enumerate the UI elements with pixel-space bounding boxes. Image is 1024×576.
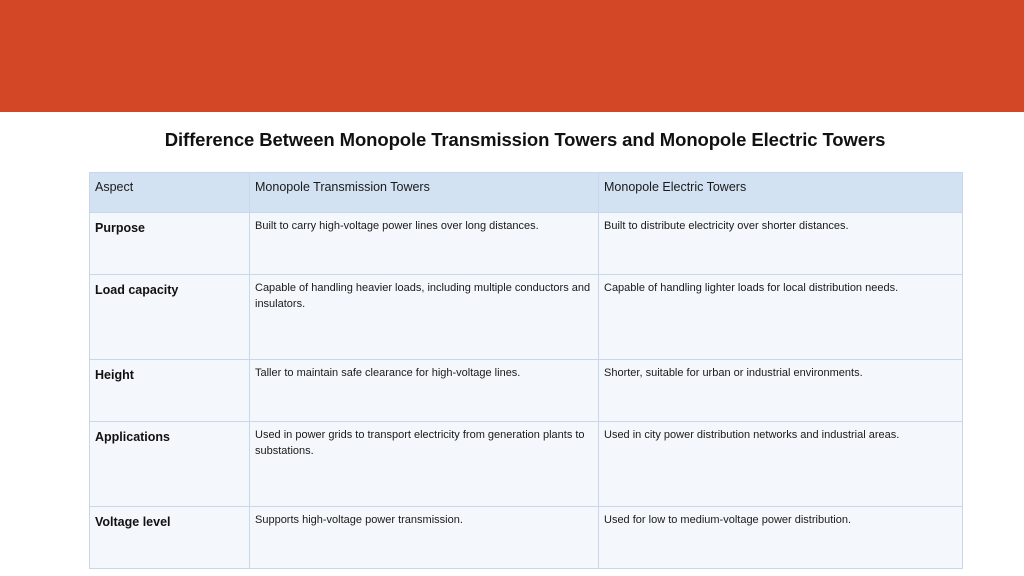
transmission-cell: Built to carry high-voltage power lines over long distances.	[250, 213, 599, 275]
table-row	[90, 422, 963, 507]
aspect-cell: Height	[90, 360, 250, 422]
aspect-cell: Purpose	[90, 213, 250, 275]
column-header-aspect: Aspect	[90, 173, 250, 213]
page-title: Difference Between Monopole Transmission Towers and Monopole Electric Towers	[164, 129, 886, 150]
table-row	[90, 275, 963, 360]
table-row	[90, 360, 963, 422]
column-header-transmission: Monopole Transmission Towers	[250, 173, 599, 213]
electric-cell: Shorter, suitable for urban or industrial environments.	[599, 360, 963, 422]
transmission-cell: Supports high-voltage power transmission.	[250, 507, 599, 569]
aspect-cell: Applications	[90, 422, 250, 507]
comparison-table	[89, 172, 963, 569]
table-row	[90, 213, 963, 275]
header-banner	[0, 0, 1024, 112]
electric-cell: Used for low to medium-voltage power distribution.	[599, 507, 963, 569]
transmission-cell: Capable of handling heavier loads, including multiple conductors and insulators.	[250, 275, 599, 360]
transmission-cell: Taller to maintain safe clearance for high-voltage lines.	[250, 360, 599, 422]
aspect-cell: Load capacity	[90, 275, 250, 360]
column-header-electric: Monopole Electric Towers	[599, 173, 963, 213]
table-header-row	[90, 173, 963, 213]
aspect-cell: Voltage level	[90, 507, 250, 569]
electric-cell: Used in city power distribution networks and industrial areas.	[599, 422, 963, 507]
table-row	[90, 507, 963, 569]
electric-cell: Built to distribute electricity over shorter distances.	[599, 213, 963, 275]
electric-cell: Capable of handling lighter loads for local distribution needs.	[599, 275, 963, 360]
transmission-cell: Used in power grids to transport electricity from generation plants to substations.	[250, 422, 599, 507]
